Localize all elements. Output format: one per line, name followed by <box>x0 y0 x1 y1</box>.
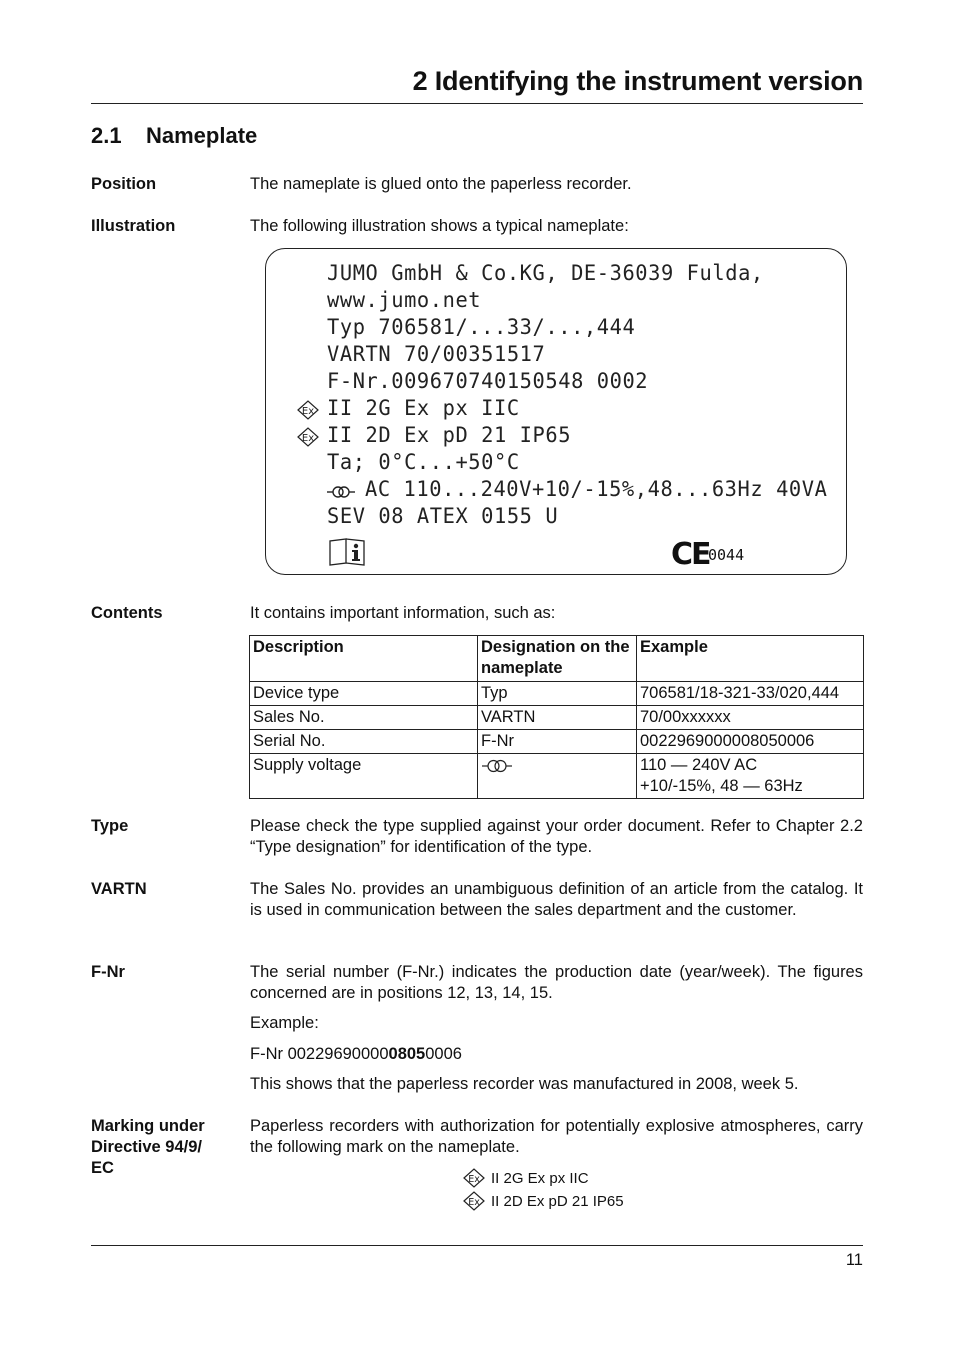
fnr-example-label: Example: <box>250 1014 319 1032</box>
section-title: Nameplate <box>146 123 258 148</box>
footer-rule <box>91 1245 863 1246</box>
ex-icon <box>297 427 319 447</box>
table-row <box>250 730 864 754</box>
table-cell: Supply voltage <box>250 754 478 799</box>
type-text: Please check the type supplied against your order document. Refer to Chapter 2.2 “Type designation” for identification of the type. <box>250 817 863 856</box>
svg-text:Ex: Ex <box>301 406 315 417</box>
supply-example-line: +10/-15%, 48 — 63Hz <box>640 777 803 795</box>
transformer-symbol-icon <box>327 485 355 499</box>
ex-icon <box>297 400 319 420</box>
table-cell: F-Nr <box>478 730 637 754</box>
table-row <box>250 682 864 706</box>
nameplate-info-table <box>249 635 864 799</box>
contents-text: It contains important information, such as: <box>250 604 556 622</box>
ce-mark: CE <box>671 537 710 572</box>
marking-text: Paperless recorders with authorization for potentially explosive atmospheres, carry the following mark on the nameplate. <box>250 1117 863 1156</box>
fnr-conclusion: This shows that the paperless recorder was manufactured in 2008, week 5. <box>250 1075 799 1093</box>
ex-icon <box>463 1168 485 1188</box>
marking-label: Marking under Directive 94/9/ EC <box>91 1117 205 1177</box>
table-cell: Device type <box>250 682 478 706</box>
table-header: Description <box>250 636 478 682</box>
table-cell: Typ <box>478 682 637 706</box>
svg-text:Ex: Ex <box>468 1197 480 1208</box>
fnr-example-prefix: F-Nr 00229690000 <box>250 1045 389 1063</box>
table-row <box>250 706 864 730</box>
fnr-example-suffix: 0006 <box>425 1045 462 1063</box>
nameplate-line-website: www.jumo.net <box>327 288 482 312</box>
fnr-example-date-digits: 0805 <box>388 1045 426 1063</box>
nameplate-line-type: Typ 706581/...33/...,444 <box>327 315 636 339</box>
table-header-row <box>250 636 864 682</box>
table-cell: 70/00xxxxxx <box>637 706 864 730</box>
table-header: Designation on the nameplate <box>478 636 637 682</box>
nameplate-line-supply: AC 110...240V+10/-15%,48...63Hz 40VA <box>365 477 828 501</box>
read-manual-icon <box>328 537 366 567</box>
ex-icon <box>463 1191 485 1211</box>
table-cell: 0022969000008050006 <box>637 730 864 754</box>
svg-text:Ex: Ex <box>468 1174 480 1185</box>
fnr-text: The serial number (F-Nr.) indicates the production date (year/week). The figures concerned are in positions 12, 13, 14, 15. <box>250 963 863 1002</box>
table-cell: VARTN <box>478 706 637 730</box>
nameplate-illustration <box>265 248 847 575</box>
nameplate-line-manufacturer: JUMO GmbH & Co.KG, DE-36039 Fulda, <box>327 261 764 285</box>
ce-notified-body-number: 0044 <box>708 546 745 564</box>
nameplate-line-dust-marking: II 2D Ex pD 21 IP65 <box>327 423 572 447</box>
type-label: Type <box>91 817 129 835</box>
section-heading <box>91 123 257 149</box>
table-header: Example <box>637 636 864 682</box>
nameplate-line-serial: F-Nr.009670740150548 0002 <box>327 369 649 393</box>
table-cell: Serial No. <box>250 730 478 754</box>
supply-example-line: 110 — 240V AC <box>640 756 758 774</box>
nameplate-line-certificate: SEV 08 ATEX 0155 U <box>327 504 559 528</box>
page-number: 11 <box>845 1251 863 1269</box>
chapter-title: 2 Identifying the instrument version <box>412 66 863 96</box>
position-label: Position <box>91 175 157 193</box>
fnr-example <box>250 1044 863 1065</box>
table-row <box>250 754 864 799</box>
header-rule <box>91 103 863 104</box>
nameplate-line-ambient-temp: Ta; 0°C...+50°C <box>327 450 520 474</box>
nameplate-line-gas-marking: II 2G Ex px IIC <box>327 396 520 420</box>
illustration-label: Illustration <box>91 217 176 235</box>
vartn-text: The Sales No. provides an unambiguous definition of an article from the catalog. It is used in communication between the sales department and the customer. <box>250 880 863 919</box>
transformer-symbol-icon <box>481 758 513 774</box>
ex-mark-dust <box>463 1191 624 1211</box>
svg-text:Ex: Ex <box>301 433 315 444</box>
table-cell: Sales No. <box>250 706 478 730</box>
table-cell <box>478 754 637 799</box>
section-number: 2.1 <box>91 123 122 148</box>
position-text: The nameplate is glued onto the paperless recorder. <box>250 175 632 193</box>
fnr-label: F-Nr <box>91 963 125 981</box>
table-cell <box>637 754 864 799</box>
ex-mark-gas <box>463 1168 589 1188</box>
ex-mark-gas-text: II 2G Ex px IIC <box>491 1169 589 1187</box>
ex-mark-dust-text: II 2D Ex pD 21 IP65 <box>491 1192 624 1210</box>
illustration-text: The following illustration shows a typical nameplate: <box>250 217 629 235</box>
contents-label: Contents <box>91 604 163 622</box>
table-cell: 706581/18-321-33/020,444 <box>637 682 864 706</box>
nameplate-line-vartn: VARTN 70/00351517 <box>327 342 546 366</box>
vartn-label: VARTN <box>91 880 147 898</box>
